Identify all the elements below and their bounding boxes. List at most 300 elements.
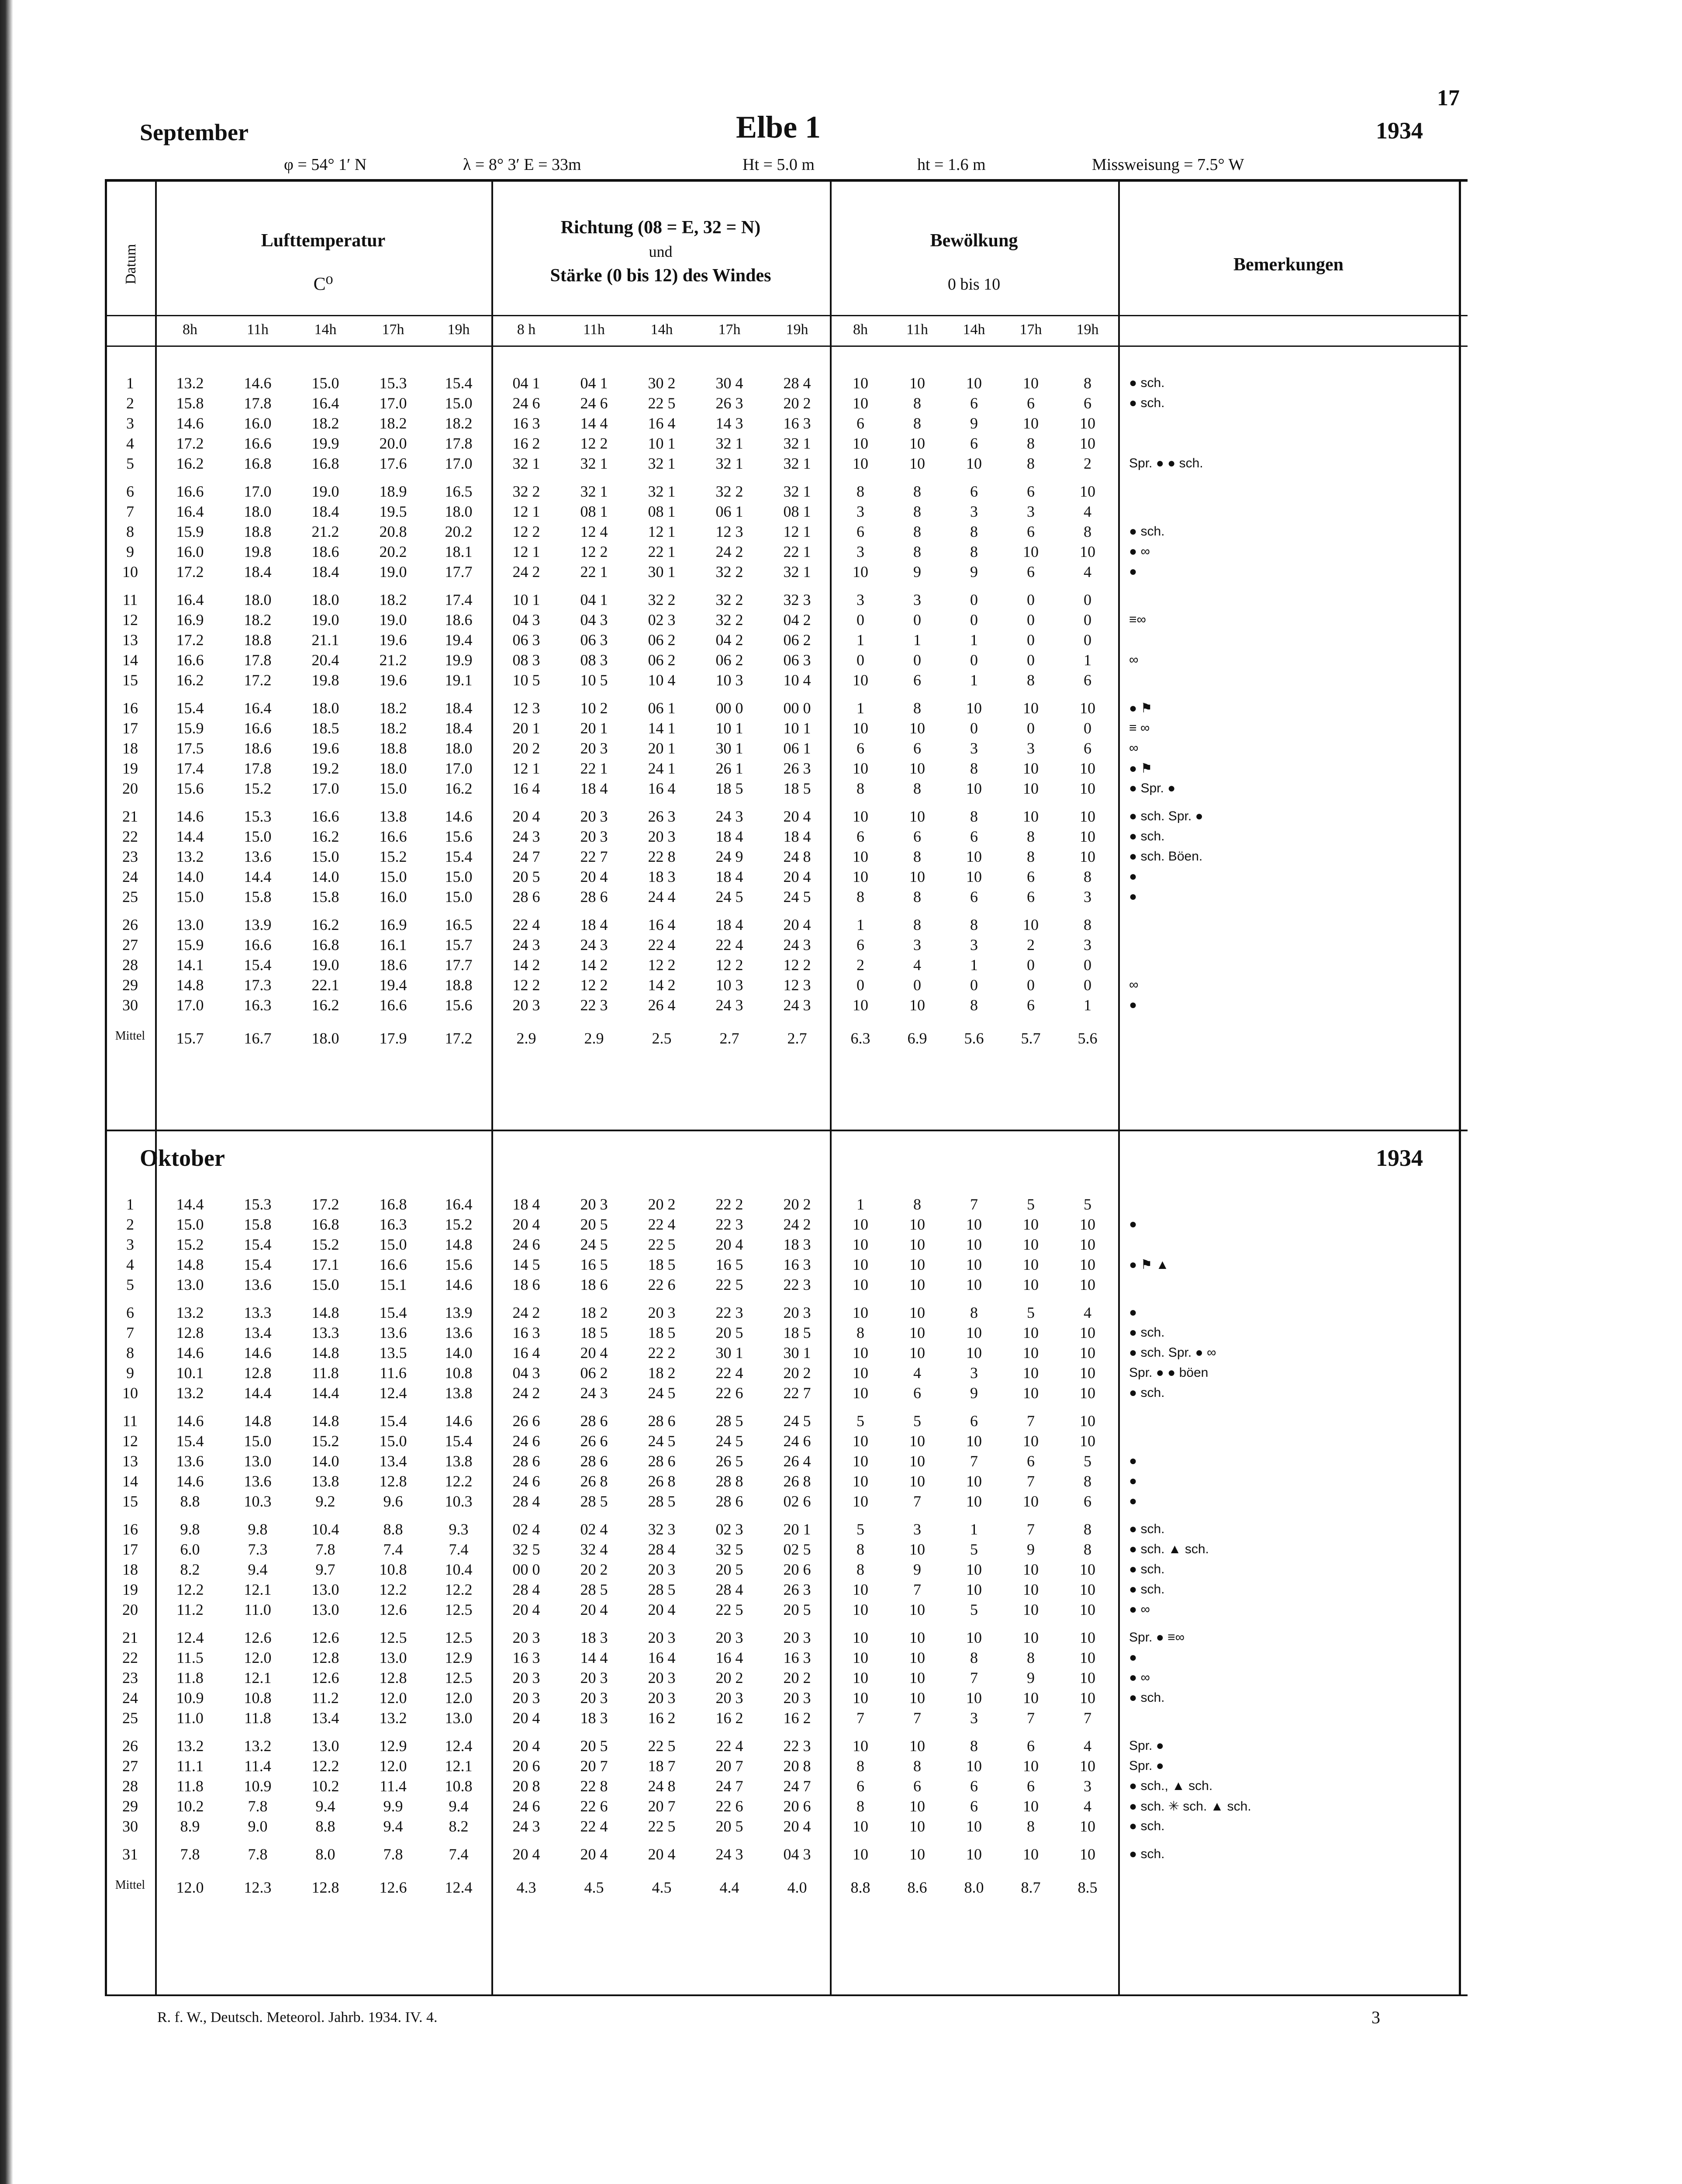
wind-value: 32 1 [648,455,676,472]
cloud-value: 0 [970,976,978,994]
temperature-value: 15.0 [379,1432,407,1450]
cloud-value: 0 [857,651,864,669]
cloud-value: 10 [909,435,925,452]
day-number: 26 [122,1737,138,1755]
wind-value: 24 5 [715,888,743,905]
day-number: 16 [122,699,138,717]
temperature-value: 18.0 [311,699,339,717]
wind-value: 24 5 [783,888,811,905]
temperature-value: 10.8 [445,1364,473,1382]
cloud-value: 0 [1027,719,1035,737]
wind-value: 20 2 [783,1669,811,1686]
wind-value: 08 1 [580,503,608,520]
wind-value: 32 5 [715,1541,743,1558]
temperature-value: 9.3 [449,1521,469,1538]
wind-value: 20 1 [648,740,676,757]
temperature-value: 15.4 [445,1432,473,1450]
cloud-value: 7 [1084,1709,1091,1727]
cloud-value: 10 [966,1689,982,1707]
wind-value: 24 3 [715,808,743,825]
remark: ● sch. [1129,829,1165,843]
cloud-value: 3 [970,740,978,757]
temperature-value: 13.4 [379,1452,407,1470]
temperature-value: 17.8 [244,394,272,412]
wind-value: 12 1 [512,543,540,560]
wind-value: 16 4 [648,415,676,432]
header-line-2 [105,346,1468,347]
temperature-value: 12.4 [176,1629,204,1646]
wind-value: 28 6 [715,1493,743,1510]
temperature-value: 16.9 [176,611,204,629]
temperature-value: 8.0 [315,1845,335,1863]
wind-value: 22 1 [580,563,608,581]
wind-value: 18 5 [783,1324,811,1341]
cloud-value: 0 [970,611,978,629]
divider-wind [830,182,832,1994]
cloud-value: 10 [1023,1256,1039,1273]
temperature-value: 12.6 [244,1629,272,1646]
wind-value: 24 6 [783,1432,811,1450]
temperature-value: 15.8 [244,888,272,905]
temperature-value: 12.0 [379,1757,407,1775]
temperature-value: 13.0 [311,1737,339,1755]
temperature-value: 16.8 [379,1196,407,1213]
cloud-hour-header: 8h [853,321,868,338]
wind-value: 26 1 [715,760,743,777]
cloud-value: 10 [1023,415,1039,432]
day-number: 31 [122,1845,138,1863]
cloud-value: 10 [1080,1757,1095,1775]
cloud-value: 7 [970,1452,978,1470]
wind-value: 30 1 [783,1344,811,1362]
temperature-value: 13.2 [244,1737,272,1755]
temperature-value: 12.5 [379,1629,407,1646]
wind-value: 06 3 [580,631,608,649]
wind-value: 32 1 [783,435,811,452]
header-line-1 [105,315,1468,316]
temperature-value: 21.2 [379,651,407,669]
wind-value: 20 2 [783,1364,811,1382]
remark: ● [1129,1650,1137,1665]
cloud-value: 10 [909,1472,925,1490]
wind-value: 20 4 [783,808,811,825]
temperature-value: 16.1 [379,936,407,954]
wind-value: 20 2 [783,394,811,412]
wind-value: 30 1 [715,1344,743,1362]
wind-value: 32 2 [648,591,676,608]
wind-value: 22 4 [715,1364,743,1382]
temperature-value: 15.0 [176,1216,204,1233]
cloud-value: 8 [1027,828,1035,845]
temperature-value: 12.1 [244,1581,272,1598]
cloud-value: 6 [857,523,864,540]
page-number: 17 [1437,86,1460,111]
cloud-value: 8 [857,483,864,500]
wind-value: 04 3 [580,611,608,629]
temperature-value: 17.8 [244,760,272,777]
cloud-value: 10 [966,1324,982,1341]
temperature-value: 16.6 [176,483,204,500]
cloud-value: 10 [1023,1493,1039,1510]
remark: Spr. ● [1129,1738,1164,1753]
temperature-value: 18.0 [311,591,339,608]
cloud-value: 0 [857,611,864,629]
wind-value: 26 8 [783,1472,811,1490]
wind-value: 20 4 [648,1845,676,1863]
cloud-value: 8 [857,780,864,797]
mittel-wind: 2.7 [719,1030,739,1047]
temperature-value: 14.6 [176,808,204,825]
cloud-value: 0 [1027,956,1035,974]
temperature-value: 13.6 [176,1452,204,1470]
mittel-cloud: 5.6 [964,1030,984,1047]
mittel-temperature: 12.3 [244,1879,272,1896]
cloud-value: 10 [1080,1845,1095,1863]
cloud-value: 10 [966,1845,982,1863]
cloud-value: 7 [857,1709,864,1727]
temp-hour-header: 11h [247,321,269,338]
cloud-value: 10 [1023,1364,1039,1382]
temperature-value: 7.8 [180,1845,200,1863]
day-number: 11 [122,1412,138,1430]
missweisung: Missweisung = 7.5° W [1092,156,1244,174]
wind-value: 16 4 [715,1649,743,1666]
temperature-value: 15.4 [379,1412,407,1430]
cloud-value: 8 [1027,848,1035,865]
wind-value: 28 4 [512,1493,540,1510]
day-number: 13 [122,631,138,649]
wind-value: 28 6 [580,1412,608,1430]
wind-value: 20 3 [580,1196,608,1213]
cloud-value: 10 [909,1845,925,1863]
wind-value: 12 3 [783,976,811,994]
temperature-value: 16.2 [311,916,339,933]
cloud-value: 7 [913,1709,921,1727]
temperature-value: 14.6 [176,1472,204,1490]
mittel-temperature: 16.7 [244,1030,272,1047]
temperature-value: 18.6 [445,611,473,629]
temperature-value: 18.0 [244,591,272,608]
temperature-value: 15.1 [379,1276,407,1293]
wind-value: 20 5 [580,1737,608,1755]
wind-value: 20 3 [512,1689,540,1707]
wind-value: 28 5 [648,1493,676,1510]
cloud-value: 7 [1027,1709,1035,1727]
header-bew-range: 0 bis 10 [947,275,1001,294]
remark: ● sch. [1129,1386,1165,1400]
cloud-value: 8 [913,780,921,797]
mittel-wind: 2.9 [584,1030,604,1047]
cloud-value: 10 [1080,1689,1095,1707]
temperature-value: 9.6 [383,1493,403,1510]
temperature-value: 8.2 [180,1561,200,1578]
cloud-value: 3 [857,591,864,608]
temperature-value: 15.0 [379,868,407,885]
cloud-value: 6 [970,1412,978,1430]
cloud-value: 8 [970,1304,978,1321]
wind-value: 04 1 [580,374,608,392]
wind-value: 10 1 [715,719,743,737]
cloud-value: 8 [970,1737,978,1755]
temp-hour-header: 14h [314,321,337,338]
day-number: 21 [122,808,138,825]
cloud-value: 10 [966,1276,982,1293]
temperature-value: 16.2 [311,828,339,845]
temperature-value: 9.7 [315,1561,335,1578]
cloud-value: 0 [1084,611,1091,629]
wind-value: 26 4 [648,996,676,1014]
cloud-value: 10 [909,996,925,1014]
cloud-value: 10 [909,760,925,777]
cloud-value: 5 [1084,1452,1091,1470]
cloud-value: 10 [909,1452,925,1470]
cloud-value: 4 [913,956,921,974]
temperature-value: 7.3 [248,1541,268,1558]
temperature-value: 11.0 [176,1709,204,1727]
cloud-value: 10 [1023,1276,1039,1293]
wind-value: 22 8 [648,848,676,865]
wind-value: 04 3 [783,1845,811,1863]
wind-value: 32 2 [715,591,743,608]
temperature-value: 18.2 [311,415,339,432]
cloud-value: 1 [970,956,978,974]
wind-value: 06 1 [648,699,676,717]
temperature-value: 13.2 [379,1709,407,1727]
temperature-value: 18.6 [244,740,272,757]
wind-value: 20 4 [512,1709,540,1727]
cloud-value: 3 [913,591,921,608]
temperature-value: 13.5 [379,1344,407,1362]
cloud-value: 1 [857,699,864,717]
wind-value: 12 3 [715,523,743,540]
wind-value: 20 4 [512,1216,540,1233]
cloud-value: 10 [966,455,982,472]
cloud-value: 4 [1084,563,1091,581]
cloud-value: 6 [1084,740,1091,757]
cloud-value: 10 [853,1236,868,1253]
temperature-value: 14.8 [445,1236,473,1253]
wind-value: 12 2 [580,543,608,560]
temperature-value: 15.4 [445,374,473,392]
wind-value: 22 5 [648,1236,676,1253]
temperature-value: 13.4 [311,1709,339,1727]
wind-value: 16 3 [512,1324,540,1341]
header-bem: Bemerkungen [1233,255,1344,275]
temperature-value: 9.8 [180,1521,200,1538]
cloud-value: 10 [966,780,982,797]
cloud-value: 10 [1080,543,1095,560]
cloud-value: 5 [1027,1304,1035,1321]
wind-value: 10 5 [580,671,608,689]
remark: ● Spr. ● [1129,781,1176,795]
temperature-value: 17.8 [445,435,473,452]
temperature-value: 15.3 [244,808,272,825]
temp-hour-header: 8h [183,321,197,338]
remark: ● [1129,1217,1137,1231]
cloud-value: 4 [913,1364,921,1382]
header-wind-1: Richtung (08 = E, 32 = N) [560,218,761,238]
wind-value: 20 8 [512,1777,540,1795]
temperature-value: 12.2 [445,1472,473,1490]
temperature-value: 17.1 [311,1256,339,1273]
cloud-value: 6 [1084,671,1091,689]
wind-value: 28 4 [783,374,811,392]
wind-value: 22 1 [580,760,608,777]
cloud-value: 10 [1080,848,1095,865]
temperature-value: 16.4 [244,699,272,717]
wind-value: 08 3 [580,651,608,669]
wind-value: 20 3 [512,996,540,1014]
cloud-value: 10 [909,1818,925,1835]
day-number: 21 [122,1629,138,1646]
wind-value: 20 1 [580,719,608,737]
cloud-value: 10 [909,1629,925,1646]
cloud-value: 6 [913,828,921,845]
remark: ∞ [1129,653,1139,667]
cloud-value: 8 [913,888,921,905]
day-number: 14 [122,651,138,669]
wind-value: 06 3 [512,631,540,649]
day-number: 1 [126,374,134,392]
temperature-value: 15.4 [244,956,272,974]
cloud-value: 3 [913,936,921,954]
temperature-value: 15.7 [445,936,473,954]
temperature-value: 14.6 [244,374,272,392]
scan-edge [0,0,13,2184]
wind-value: 24 3 [580,1384,608,1402]
temperature-value: 11.8 [244,1709,271,1727]
temp-hour-header: 19h [447,321,470,338]
temperature-value: 18.0 [445,503,473,520]
temperature-value: 17.0 [244,483,272,500]
temperature-value: 16.2 [311,996,339,1014]
temperature-value: 16.6 [379,996,407,1014]
temperature-value: 15.0 [311,848,339,865]
temperature-value: 17.2 [244,671,272,689]
temperature-value: 13.9 [244,916,272,933]
wind-value: 28 6 [512,888,540,905]
wind-value: 10 5 [512,671,540,689]
temperature-value: 18.2 [379,415,407,432]
cloud-value: 7 [913,1493,921,1510]
remark: ∞ [1129,978,1139,992]
wind-value: 14 2 [648,976,676,994]
mittel-cloud: 6.3 [850,1030,870,1047]
remark: ● [1129,1494,1137,1508]
remark: ∞ [1129,741,1139,755]
wind-value: 32 2 [715,483,743,500]
data-table [105,179,1468,1996]
temperature-value: 16.2 [176,455,204,472]
wind-value: 20 7 [715,1757,743,1775]
temperature-value: 14.6 [445,1412,473,1430]
wind-value: 32 1 [648,483,676,500]
wind-value: 20 3 [580,828,608,845]
cloud-value: 6 [1027,996,1035,1014]
day-number: 14 [122,1472,138,1490]
temperature-value: 14.4 [244,868,272,885]
cloud-value: 10 [1023,1216,1039,1233]
cloud-value: 10 [853,1276,868,1293]
wind-value: 18 5 [580,1324,608,1341]
temperature-value: 15.2 [244,780,272,797]
cloud-value: 0 [1084,591,1091,608]
wind-value: 04 1 [580,591,608,608]
wind-value: 26 8 [648,1472,676,1490]
wind-value: 28 6 [512,1452,540,1470]
cloud-value: 10 [909,1541,925,1558]
wind-value: 32 3 [648,1521,676,1538]
cloud-value: 10 [1023,1757,1039,1775]
day-number: 2 [126,1216,134,1233]
cloud-value: 7 [970,1196,978,1213]
wind-value: 24 2 [512,1304,540,1321]
day-number: 24 [122,868,138,885]
cloud-value: 6 [970,1777,978,1795]
cloud-value: 8 [913,699,921,717]
temperature-value: 7.8 [248,1797,268,1815]
wind-value: 28 6 [580,1452,608,1470]
cloud-value: 10 [1080,780,1095,797]
temperature-value: 15.9 [176,523,204,540]
day-number: 3 [126,415,134,432]
cloud-value: 8 [913,483,921,500]
temperature-value: 20.0 [379,435,407,452]
temperature-value: 16.5 [445,916,473,933]
day-number: 15 [122,1493,138,1510]
temperature-value: 15.4 [176,1432,204,1450]
wind-value: 28 4 [715,1581,743,1598]
temperature-value: 17.2 [176,435,204,452]
wind-value: 32 4 [580,1541,608,1558]
cloud-value: 1 [970,631,978,649]
temperature-value: 15.0 [445,888,473,905]
remark: ● sch. [1129,396,1165,410]
cloud-value: 10 [853,1472,868,1490]
wind-value: 06 2 [580,1364,608,1382]
wind-value: 22 5 [648,1737,676,1755]
cloud-value: 0 [1027,631,1035,649]
wind-value: 04 2 [783,611,811,629]
wind-value: 26 8 [580,1472,608,1490]
cloud-value: 8 [1084,1541,1091,1558]
wind-value: 24 6 [512,1432,540,1450]
wind-value: 20 4 [512,1737,540,1755]
wind-value: 22 7 [580,848,608,865]
cloud-value: 8 [1027,1818,1035,1835]
wind-value: 12 3 [512,699,540,717]
wind-value: 28 4 [648,1541,676,1558]
mittel-wind: 4.5 [652,1879,672,1896]
wind-value: 20 3 [580,808,608,825]
cloud-value: 10 [1080,483,1095,500]
temperature-value: 12.6 [311,1669,339,1686]
cloud-value: 1 [1084,996,1091,1014]
temperature-value: 18.4 [445,719,473,737]
wind-value: 20 3 [648,1689,676,1707]
wind-value: 24 6 [512,1236,540,1253]
temperature-value: 12.8 [176,1324,204,1341]
temperature-value: 15.6 [445,1256,473,1273]
day-number: 1 [126,1196,134,1213]
cloud-value: 9 [913,1561,921,1578]
remark: ● ∞ [1129,544,1150,559]
cloud-value: 6 [970,1797,978,1815]
remark: ● [1129,564,1137,579]
wind-value: 22 3 [580,996,608,1014]
temperature-value: 11.1 [176,1757,204,1775]
remark: Spr. ● [1129,1759,1164,1773]
